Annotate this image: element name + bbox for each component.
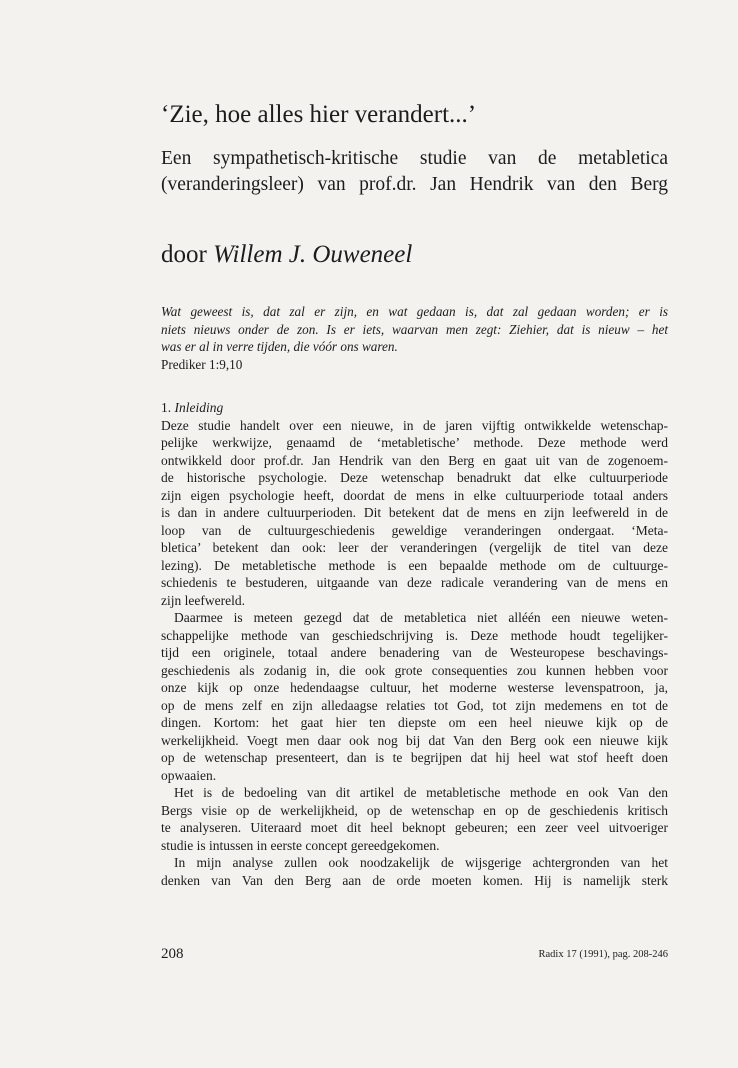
text-line: denken van Van den Berg aan de orde moeten komen. Hij is namelijk sterk	[161, 872, 668, 888]
author-name: Willem J. Ouweneel	[213, 241, 413, 268]
journal-citation: Radix 17 (1991), pag. 208-246	[538, 949, 668, 960]
text-line: schiedenis te bestuderen, uitgaande van deze radicale verandering van de mens en	[161, 575, 668, 590]
paragraph	[161, 784, 668, 854]
text-line: pelijke werkwijze, genaamd de ‘metabletische’ methode. Deze methode werd	[161, 435, 668, 450]
paragraph	[161, 417, 668, 610]
section-heading	[161, 399, 223, 417]
text-line: werkelijkheid. Voegt men daar ook nog bij dat Van den Berg ook een nieuwe kijk	[161, 732, 668, 748]
text-line: geschiedenis als zodanig in, die ook grote consequenties zou kunnen hebben voor	[161, 662, 668, 678]
text-line: op de mens zelf en zijn alledaagse relaties tot God, tot zijn medemens en tot de	[161, 697, 668, 713]
body-text	[161, 417, 668, 890]
subtitle-line: Een sympathetisch-kritische studie van de metabletica	[161, 148, 668, 169]
text-line: Daarmee is meteen gezegd dat de metabletica niet alléén een nieuwe weten-	[174, 610, 668, 625]
text-line: Bergs visie op de werkelijkheid, op de wetenschap en op de geschiedenis kritisch	[161, 802, 668, 818]
article-title: ‘Zie, hoe alles hier verandert...’	[161, 101, 477, 128]
epigraph-line: was er al in verre tijden, die vóór ons waren.	[161, 339, 398, 354]
text-line: te analyseren. Uiteraard moet dit heel beknopt gebeuren; een zeer veel uitvoeriger	[161, 820, 668, 835]
epigraph-line: Wat geweest is, dat zal er zijn, en wat gedaan is, dat zal gedaan worden; er is	[161, 304, 668, 319]
section-title: Inleiding	[174, 400, 224, 415]
text-line: Het is de bedoeling van dit artikel de metabletische methode en ook Van den	[174, 785, 668, 800]
page-number: 208	[161, 946, 184, 962]
text-line: zijn leefwereld.	[161, 592, 245, 608]
text-line: op de wetenschap presenteert, dan is te begrijpen dat hij heel wat stof heeft doen	[161, 750, 668, 765]
text-line: tijd een originele, totaal andere benadering van de Westeuropese beschavings-	[161, 645, 668, 660]
text-line: lezing). De metabletische methode is een bepaalde methode om de cultuurge-	[161, 557, 668, 573]
paragraph	[161, 854, 668, 889]
text-line: In mijn analyse zullen ook noodzakelijk de wijsgerige achtergronden van het	[174, 855, 668, 870]
text-line: de historische psychologie. Deze wetenschap benadrukt dat elke cultuurperiode	[161, 470, 668, 485]
epigraph-source: Prediker 1:9,10	[161, 356, 243, 372]
text-line: Deze studie handelt over een nieuwe, in de jaren vijftig ontwikkelde wetenschap-	[161, 417, 668, 433]
text-line: loop van de cultuurgeschiedenis geweldige veranderingen ondergaat. ‘Meta-	[161, 522, 668, 538]
epigraph	[161, 303, 668, 373]
author-prefix: door	[161, 241, 207, 268]
section-number: 1.	[161, 400, 172, 415]
text-line: is dan in andere cultuurperioden. Dit betekent dat de mens en zijn leefwereld in de	[161, 505, 668, 520]
text-line: zijn eigen psychologie heeft, doordat de mens in elke cultuurperiode totaal anders	[161, 487, 668, 503]
text-line: ontwikkeld door prof.dr. Jan Hendrik van den Berg en gaat uit van de zogenoem-	[161, 452, 668, 468]
text-line: bletica’ betekent dan ook: leer der veranderingen (vergelijk de titel van deze	[161, 540, 668, 555]
subtitle-line: (veranderingsleer) van prof.dr. Jan Hendrik van den Berg	[161, 174, 668, 195]
author-line	[161, 240, 412, 270]
epigraph-line: niets nieuws onder de zon. Is er iets, waarvan men zegt: Ziehier, dat is nieuw – het	[161, 321, 668, 337]
text-line: dingen. Kortom: het gaat hier ten diepste om een heel nieuwe kijk op de	[161, 715, 668, 730]
text-line: onze kijk op onze hedendaagse cultuur, het moderne westerse levenspatroon, ja,	[161, 680, 668, 695]
text-line: opwaaien.	[161, 767, 217, 783]
article-subtitle	[161, 146, 668, 198]
text-line: schappelijke methode van geschiedschrijving is. Deze methode houdt tegelijker-	[161, 627, 668, 643]
paragraph	[161, 609, 668, 784]
text-line: studie is intussen in eerste concept gereedgekomen.	[161, 837, 440, 853]
